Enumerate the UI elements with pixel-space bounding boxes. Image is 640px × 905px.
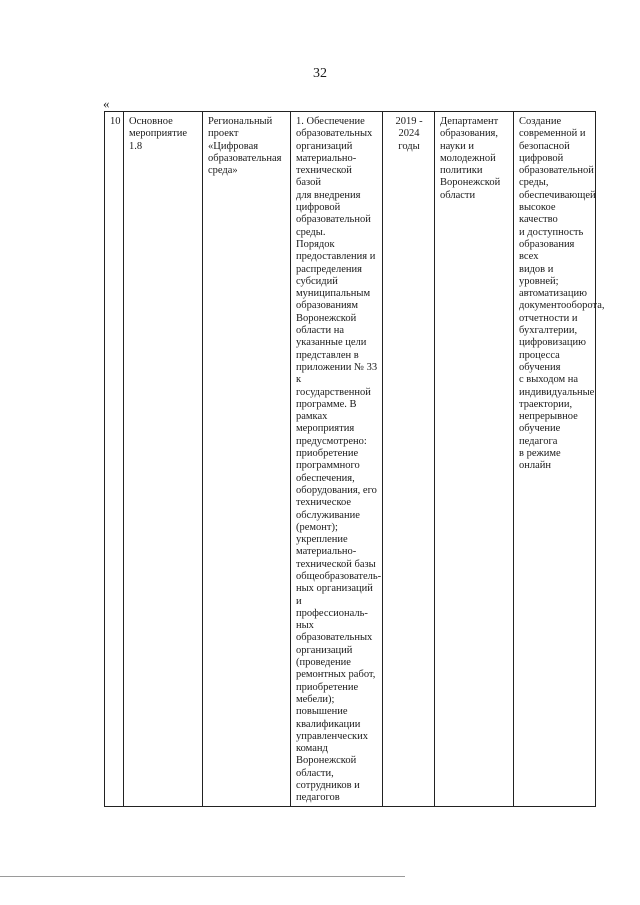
- responsible-executor: Департамент образования, науки и молодежной политики Воронежской области: [440, 116, 501, 201]
- description-cell: [291, 112, 383, 807]
- measure-name-cell: [124, 112, 203, 807]
- years-cell: [383, 112, 435, 807]
- result-cell: [514, 112, 605, 807]
- row-number-cell: [105, 112, 124, 807]
- expected-result: Создание современной и безопасной цифровой образовательной среды, обеспечивающей высокое качество и доступность образования всех видов и уровней; автоматизацию документооборота, отчетности и бухгалтерии, цифровизацию процесса обучения с выходом на индивидуальные траектории, непрерывное обучение педагога в режиме онлайн: [519, 116, 605, 472]
- implementation-years: 2019 - 2024 годы: [395, 116, 423, 152]
- measure-description: 1. Обеспечение образовательных организаций материально- технической базой для внедрения цифровой образовательной среды. Порядок предоставления и распределения субсидий муниципальным образованиям Воронежской области на указанные цели представлен в приложении № 33 к государственной программе. В рамках мероприятия предусмотрено: приобретение программного обеспечения, оборудования, его техническое обслуживание (ремонт); укрепление материально- технической базы общеобразователь- ных организаций и профессиональ- ных образовательных организаций (проведение ремонтных работ, приобретение мебели); повышение квалификации управленческих команд Воронежской области, сотрудников и педагогов: [296, 116, 382, 804]
- project-cell: [203, 112, 291, 807]
- regional-project-name: Региональный проект «Цифровая образовательная среда»: [208, 116, 282, 177]
- table-row: [105, 112, 596, 807]
- row-number: 10: [110, 116, 121, 127]
- executor-cell: [435, 112, 514, 807]
- opening-quote-mark: «: [103, 96, 110, 111]
- measure-name: Основное мероприятие 1.8: [129, 116, 187, 152]
- program-measures-table: [104, 111, 605, 807]
- page-number: 32: [313, 66, 327, 81]
- footer-rule: [0, 876, 405, 877]
